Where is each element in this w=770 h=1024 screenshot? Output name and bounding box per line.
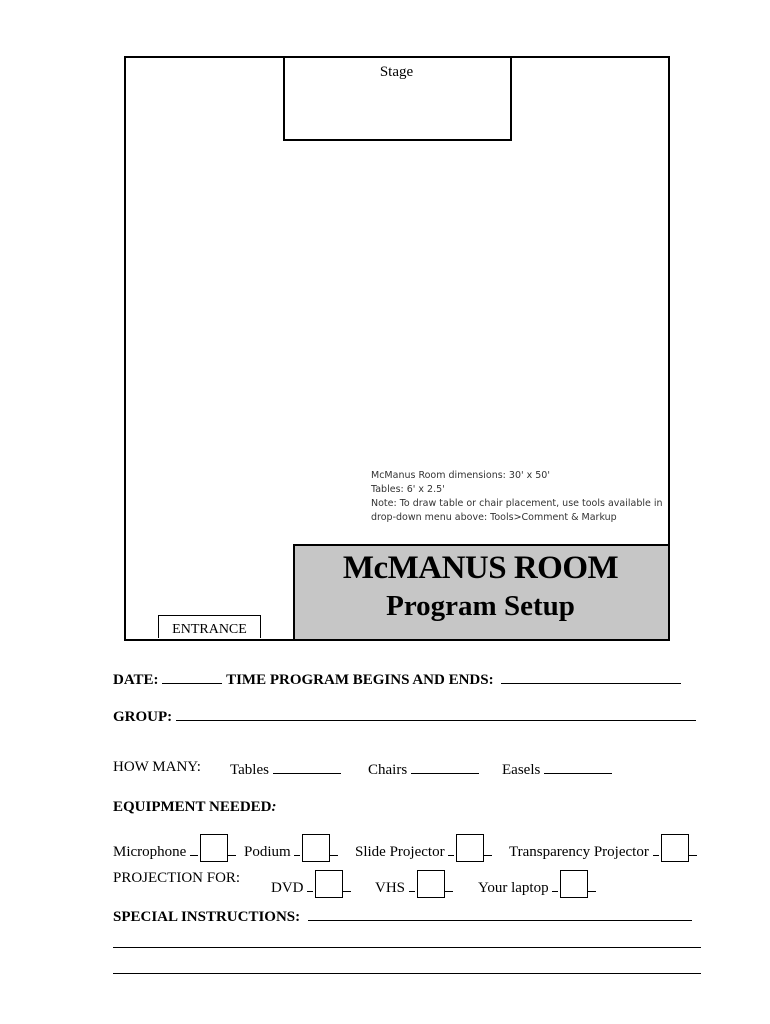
podium-label: Podium	[244, 844, 291, 860]
date-time-row	[113, 669, 681, 689]
transparency-projector-underline-left	[653, 841, 659, 856]
podium-underline-right	[330, 841, 338, 856]
transparency-projector-checkbox[interactable]	[661, 834, 689, 862]
dvd-checkbox[interactable]	[315, 870, 343, 898]
tables-field[interactable]	[273, 759, 341, 774]
group-field[interactable]	[176, 706, 696, 721]
microphone-underline-left	[190, 841, 198, 856]
podium-checkbox[interactable]	[302, 834, 330, 862]
dvd-label: DVD	[271, 880, 304, 896]
slide-projector-checkbox[interactable]	[456, 834, 484, 862]
podium-underline-left	[294, 841, 300, 856]
drawing-note-line2: drop-down menu above: Tools>Comment & Markup	[371, 512, 617, 523]
microphone-checkbox[interactable]	[200, 834, 228, 862]
equipment-row	[113, 799, 277, 816]
room-dimensions-note: McManus Room dimensions: 30' x 50'	[371, 470, 550, 481]
tables-row	[230, 759, 341, 779]
equipment-label: EQUIPMENT NEEDED	[113, 799, 272, 815]
easels-label: Easels	[502, 762, 541, 778]
slide-projector-row	[355, 834, 492, 862]
group-label: GROUP:	[113, 709, 173, 725]
laptop-label: Your laptop	[478, 880, 549, 896]
vhs-underline-left	[409, 877, 415, 892]
easels-row	[502, 759, 612, 779]
special-instructions-line-3[interactable]	[113, 973, 701, 974]
transparency-projector-row	[509, 834, 697, 862]
laptop-row	[478, 870, 596, 898]
group-row	[113, 706, 696, 726]
room-subtitle: Program Setup	[386, 590, 575, 622]
chairs-row	[368, 759, 479, 779]
how-many-label: HOW MANY:	[113, 759, 201, 775]
tables-label: Tables	[230, 762, 269, 778]
slide-projector-underline-left	[448, 841, 454, 856]
laptop-checkbox[interactable]	[560, 870, 588, 898]
entrance-label: ENTRANCE	[158, 615, 261, 638]
vhs-row	[375, 870, 453, 898]
special-instructions-field[interactable]	[308, 906, 692, 921]
dvd-underline-left	[307, 877, 313, 892]
vhs-checkbox[interactable]	[417, 870, 445, 898]
easels-field[interactable]	[544, 759, 612, 774]
microphone-row	[113, 834, 236, 862]
stage-label: Stage	[379, 64, 414, 80]
slide-projector-label: Slide Projector	[355, 844, 445, 860]
time-field[interactable]	[501, 669, 681, 684]
date-label: DATE:	[113, 672, 159, 688]
dvd-underline-right	[343, 877, 351, 892]
room-notes	[371, 469, 663, 525]
date-field[interactable]	[162, 669, 222, 684]
podium-row	[244, 834, 338, 862]
transparency-projector-underline-right	[689, 841, 697, 856]
chairs-label: Chairs	[368, 762, 408, 778]
special-instructions-row	[113, 906, 692, 926]
special-instructions-label: SPECIAL INSTRUCTIONS:	[113, 909, 301, 925]
transparency-projector-label: Transparency Projector	[509, 844, 649, 860]
vhs-label: VHS	[375, 880, 406, 896]
laptop-underline-left	[552, 877, 558, 892]
slide-projector-underline-right	[484, 841, 492, 856]
dvd-row	[271, 870, 351, 898]
projection-for-label: PROJECTION FOR:	[113, 870, 241, 886]
microphone-underline-right	[228, 841, 236, 856]
special-instructions-line-2[interactable]	[113, 947, 701, 948]
microphone-label: Microphone	[113, 844, 187, 860]
drawing-note-line1: Note: To draw table or chair placement, use tools available in	[371, 498, 663, 509]
laptop-underline-right	[588, 877, 596, 892]
room-title: McMANUS ROOM	[342, 550, 619, 586]
chairs-field[interactable]	[411, 759, 479, 774]
vhs-underline-right	[445, 877, 453, 892]
table-size-note: Tables: 6' x 2.5'	[371, 484, 445, 495]
time-label: TIME PROGRAM BEGINS AND ENDS:	[226, 672, 494, 688]
equipment-colon: :	[271, 799, 277, 815]
